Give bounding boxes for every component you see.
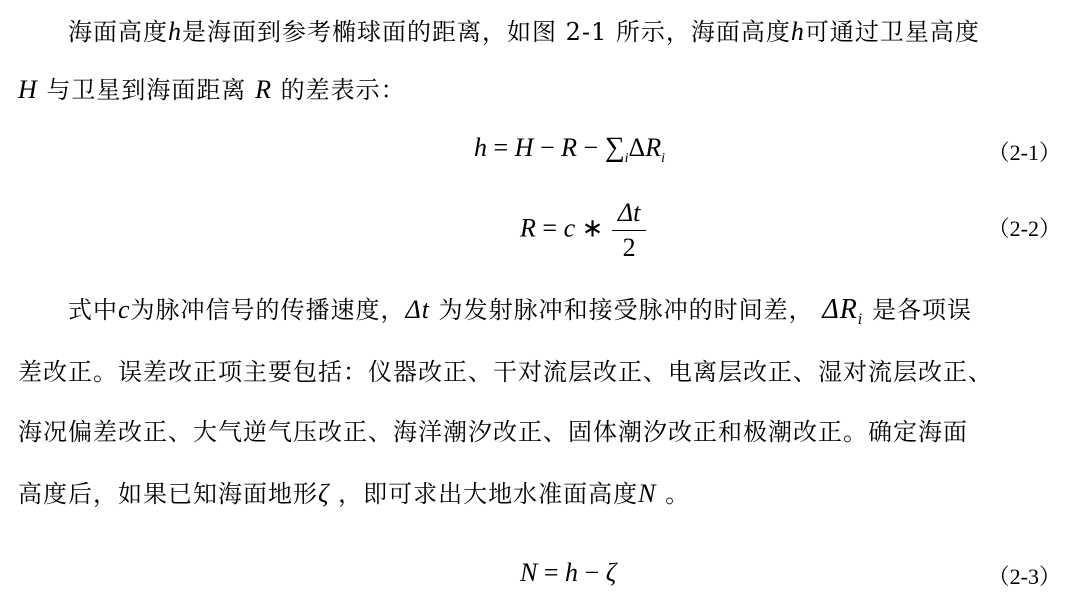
variable-R: R [255, 75, 272, 104]
text: 为脉冲信号的传播速度， [130, 296, 406, 324]
equation-number: （2-3） [987, 564, 1061, 589]
eq-symbol: R [520, 213, 536, 243]
equation-2-3 [520, 558, 616, 588]
denominator: 2 [622, 233, 636, 262]
text: 的差表示： [271, 76, 406, 104]
paragraph-2-line-2: 差改正。误差改正项主要包括：仪器改正、干对流层改正、电离层改正、湿对流层改正、 [18, 358, 993, 386]
variable-h: h [168, 17, 182, 46]
sum-symbol: ∑ [604, 132, 625, 163]
text: 式中 [68, 296, 118, 324]
paragraph-1-line-1 [18, 12, 1078, 47]
variable-dRi: ΔR [822, 294, 858, 325]
subscript: i [661, 151, 666, 166]
fraction [612, 198, 646, 263]
text: 高度后，如果已知海面地形 [18, 480, 318, 508]
subscript: i [857, 312, 864, 328]
eq-symbol: R [561, 133, 578, 162]
eq-symbol: − [578, 558, 606, 587]
eq-symbol: ∗ [575, 213, 610, 243]
eq-symbol: = [487, 133, 515, 162]
eq-symbol: = [537, 558, 566, 587]
paragraph-1-line-2 [18, 70, 1078, 105]
equation-2-1 [474, 132, 665, 167]
variable-H: H [18, 75, 38, 104]
eq-symbol: − [577, 133, 605, 162]
variable-zeta: ζ [318, 479, 330, 508]
text: 海面高度 [68, 18, 168, 46]
eq-symbol: = [535, 213, 564, 243]
variable-h: h [790, 17, 805, 46]
eq-symbol: H [514, 133, 534, 162]
text: 。 [656, 480, 691, 508]
eq-symbol: ζ [605, 558, 617, 587]
eq-symbol: Δ [628, 133, 646, 162]
eq-symbol: R [645, 133, 662, 162]
text: 为发射脉冲和接受脉冲的时间差， [430, 296, 814, 324]
text: 是各项误 [863, 296, 972, 324]
numerator: Δt [612, 198, 646, 231]
variable-dt: Δt [405, 295, 431, 324]
variable-c: c [118, 295, 131, 324]
text: 是海面到参考椭球面的距离，如图 2-1 所示，海面高度 [182, 18, 791, 46]
paragraph-2-line-1 [18, 290, 1078, 328]
text: 与卫星到海面距离 [37, 76, 247, 104]
eq-symbol: c [563, 213, 576, 243]
eq-symbol: h [474, 133, 487, 162]
subscript: i [624, 151, 629, 166]
eq-symbol: − [533, 133, 562, 162]
equation-number: （2-2） [987, 216, 1061, 241]
paragraph-2-line-4 [18, 474, 1078, 509]
text: ，即可求出大地水准面高度 [329, 480, 639, 508]
equation-number: （2-1） [987, 140, 1061, 165]
eq-symbol: h [565, 558, 579, 587]
text: 可通过卫星高度 [804, 18, 980, 46]
paragraph-2-line-3: 海况偏差改正、大气逆气压改正、海洋潮汐改正、固体潮汐改正和极潮改正。确定海面 [18, 418, 968, 446]
equation-2-2 [520, 198, 648, 263]
variable-N: N [638, 479, 657, 508]
eq-symbol: N [520, 558, 538, 587]
